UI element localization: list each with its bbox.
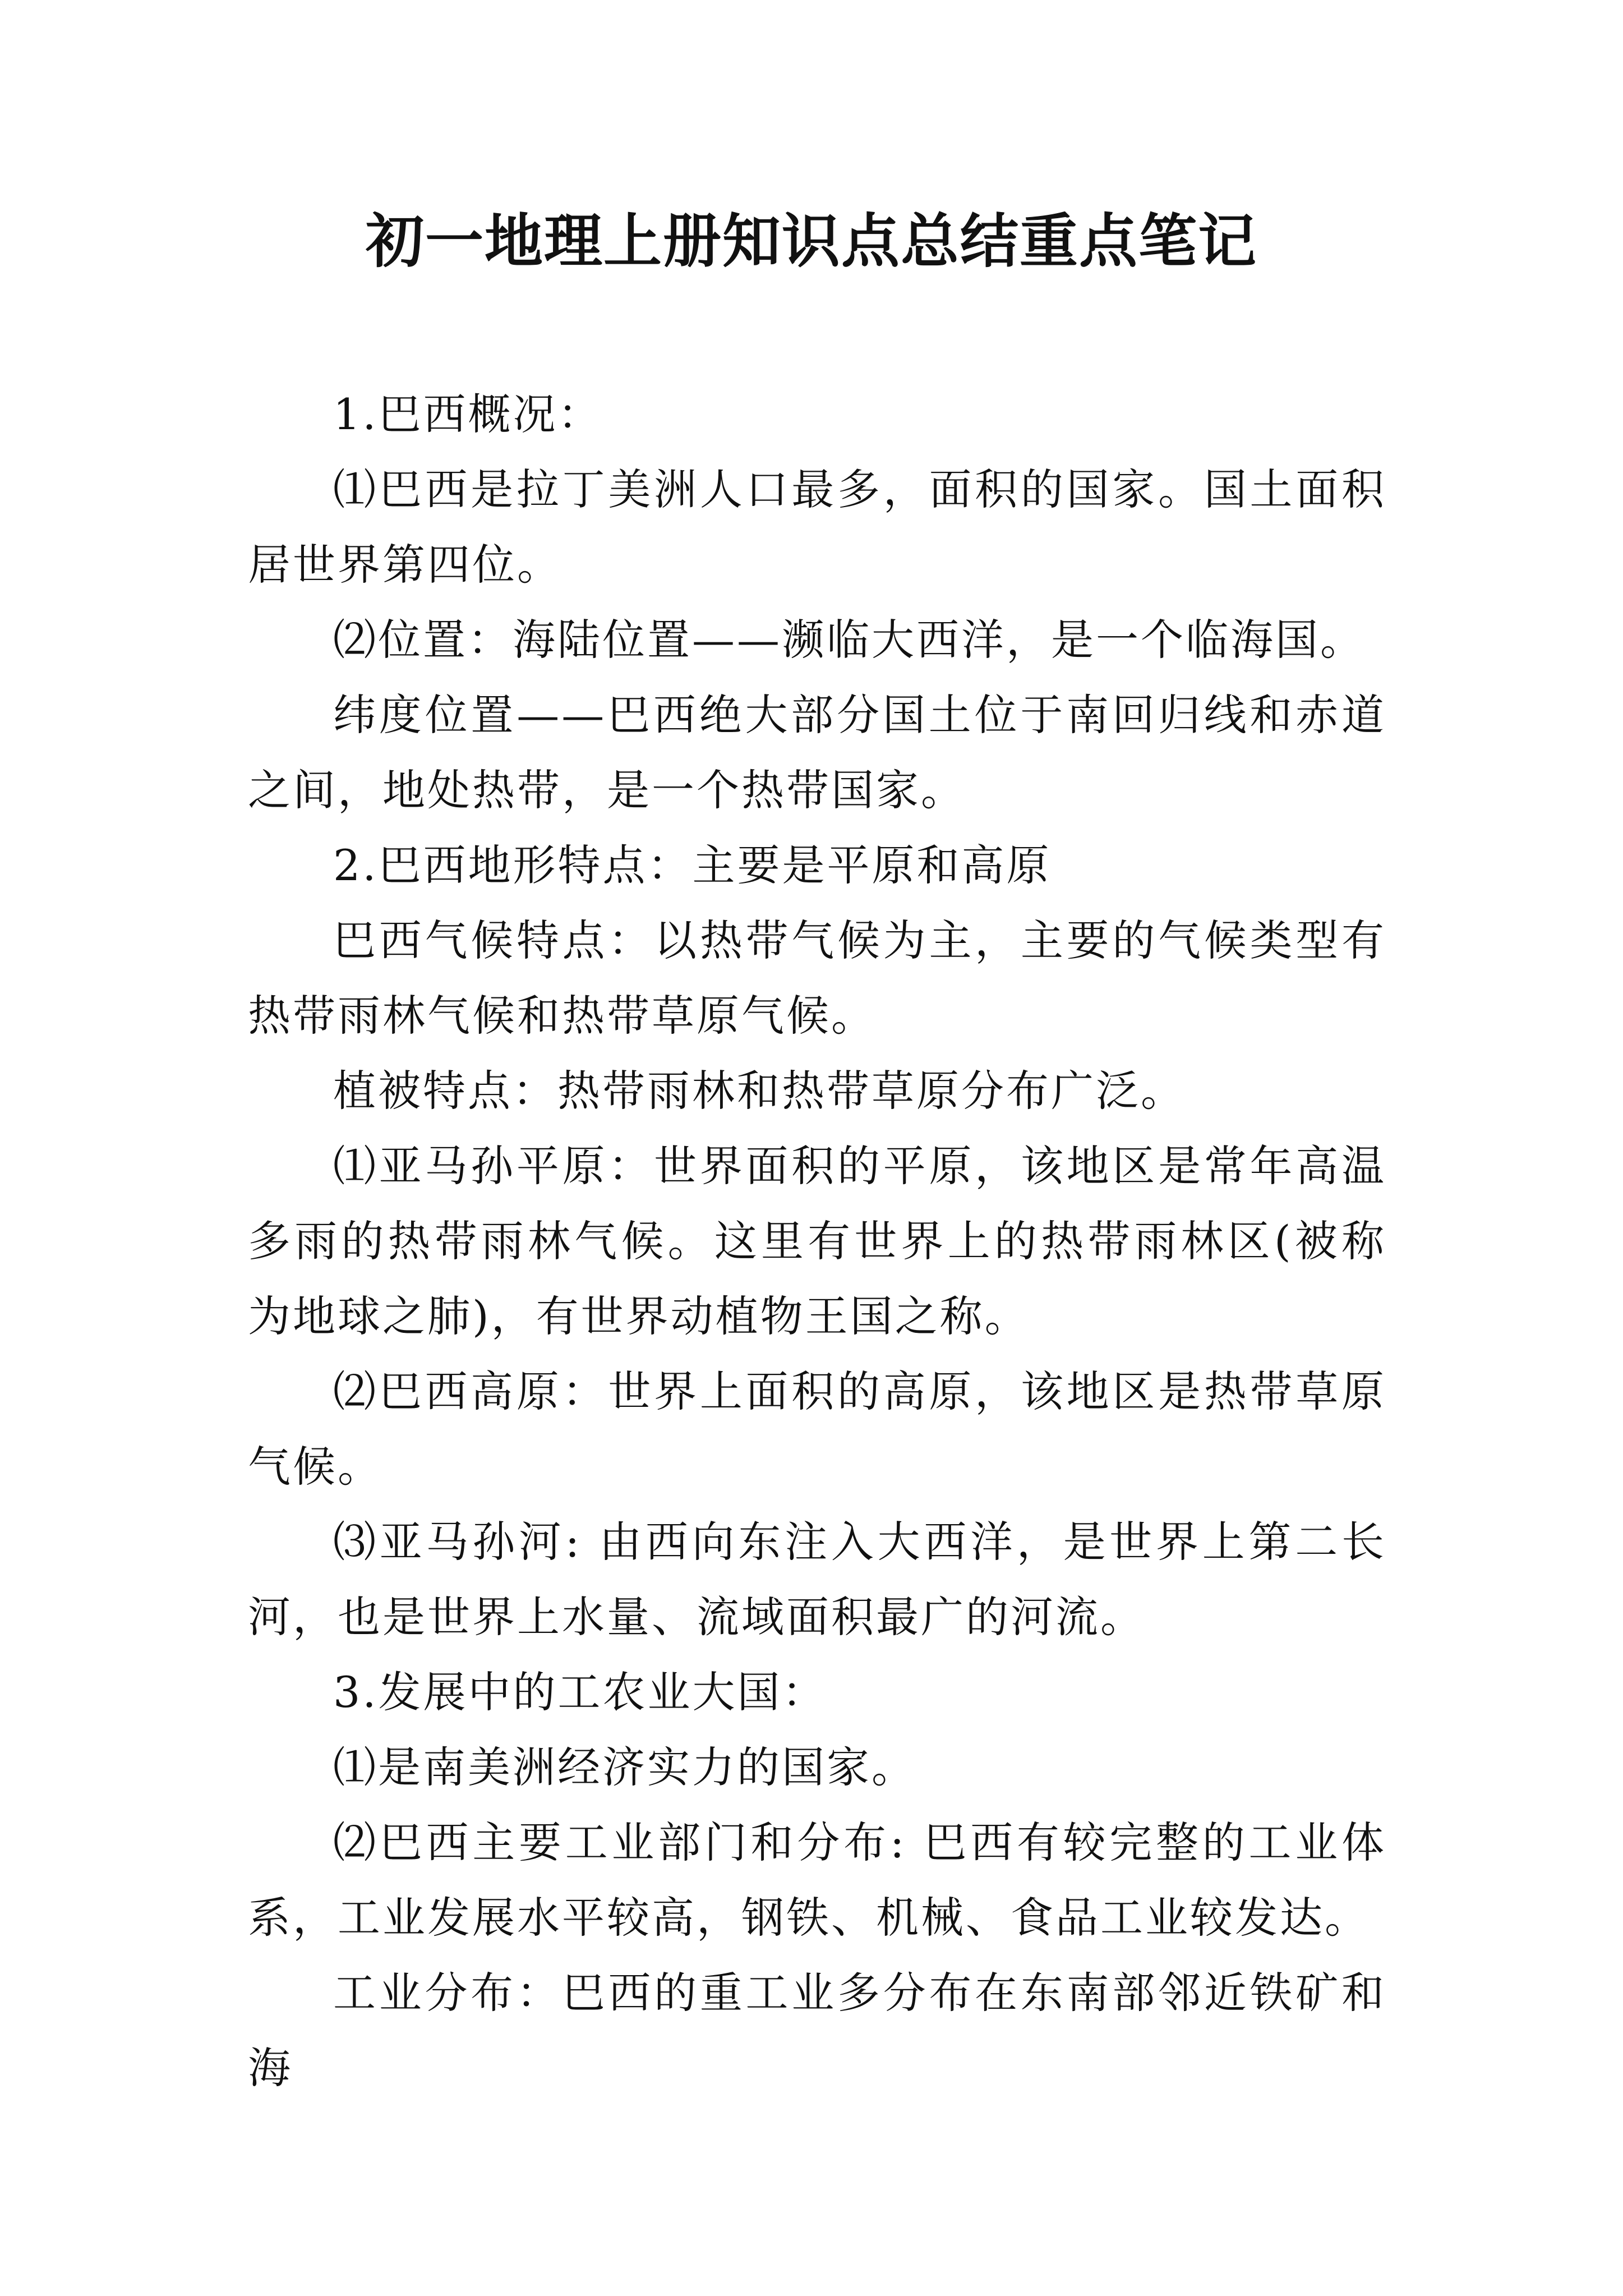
paragraph-industry-sectors: ⑵巴西主要工业部门和分布: 巴西有较完整的工业体系，工业发展水平较高，钢铁、机械、食品工业较发达。 bbox=[248, 1818, 1386, 1943]
section-heading-brazil-overview: 1.巴西概况： bbox=[333, 389, 603, 439]
section-heading-terrain: 2.巴西地形特点：主要是平原和高原 bbox=[333, 840, 1052, 890]
section-heading-industry-agriculture: 3.发展中的工农业大国： bbox=[333, 1667, 827, 1717]
paragraph-brazil-plateau: ⑵巴西高原：世界上面积的高原，该地区是热带草原气候。 bbox=[248, 1366, 1386, 1492]
paragraph-industry-distribution: 工业分布：巴西的重工业多分布在东南部邻近铁矿和海 bbox=[248, 1968, 1386, 2093]
paragraph-latitude-position: 纬度位置——巴西绝大部分国土位于南回归线和赤道之间，地处热带，是一个热带国家。 bbox=[248, 690, 1386, 815]
paragraph-population-area: ⑴巴西是拉丁美洲人口最多，面积的国家。国土面积居世界第四位。 bbox=[248, 464, 1386, 590]
paragraph-amazon-plain: ⑴亚马孙平原：世界面积的平原，该地区是常年高温多雨的热带雨林气候。这里有世界上的热带雨林区(被称为地球之肺)，有世界动植物王国之称。 bbox=[248, 1141, 1386, 1341]
paragraph-vegetation: 植被特点：热带雨林和热带草原分布广泛。 bbox=[333, 1066, 1186, 1116]
paragraph-sea-land-position: ⑵位置：海陆位置——濒临大西洋，是一个临海国。 bbox=[333, 615, 1365, 665]
paragraph-amazon-river: ⑶亚马孙河: 由西向东注入大西洋，是世界上第二长河，也是世界上水量、流域面积最广的河流。 bbox=[248, 1517, 1386, 1642]
paragraph-economic-strength: ⑴是南美洲经济实力的国家。 bbox=[333, 1742, 916, 1792]
paragraph-climate: 巴西气候特点：以热带气候为主，主要的气候类型有热带雨林气候和热带草原气候。 bbox=[248, 915, 1386, 1041]
document-title: 初一地理上册知识点总结重点笔记 bbox=[365, 206, 1257, 275]
document-body bbox=[248, 377, 1386, 2106]
